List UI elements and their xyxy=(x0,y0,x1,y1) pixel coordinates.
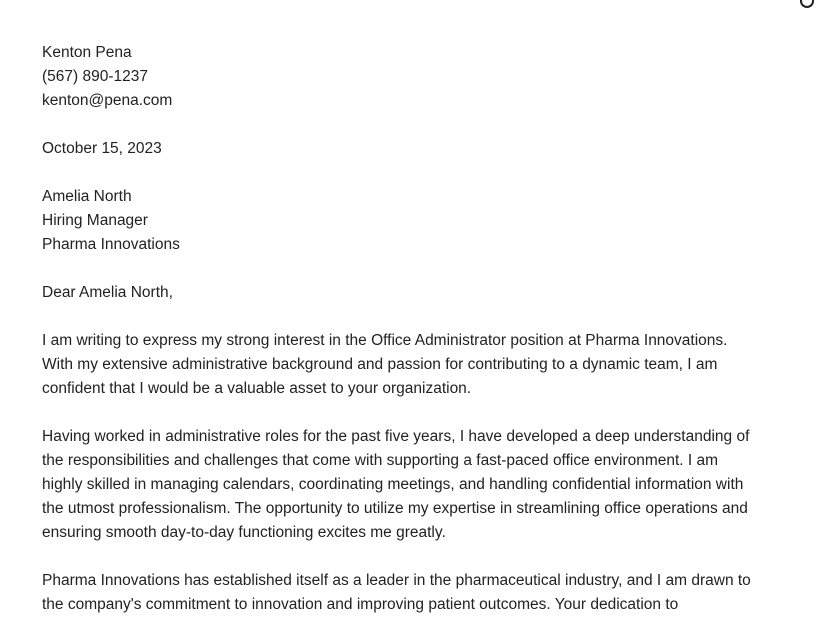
cover-letter xyxy=(42,41,802,617)
sender-block xyxy=(42,41,802,113)
sender-name: Kenton Pena xyxy=(42,44,132,61)
recipient-name: Amelia North xyxy=(42,188,132,205)
recipient-company: Pharma Innovations xyxy=(42,236,180,253)
body-paragraph-3 xyxy=(42,569,802,617)
paragraph-line: the company's commitment to innovation and improving patient outcomes. Your dedication to xyxy=(42,596,679,613)
paragraph-line: Pharma Innovations has established itself as a leader in the pharmaceutical industry, and I am drawn to xyxy=(42,572,751,589)
recipient-block xyxy=(42,185,802,257)
paragraph-line: confident that I would be a valuable asset to your organization. xyxy=(42,380,472,397)
sender-phone: (567) 890-1237 xyxy=(42,68,148,85)
sender-email: kenton@pena.com xyxy=(42,92,173,109)
paragraph-line: ensuring smooth day-to-day functioning excites me greatly. xyxy=(42,524,446,541)
salutation: Dear Amelia North, xyxy=(42,284,173,301)
partial-glyph-icon xyxy=(800,0,814,8)
paragraph-line: I am writing to express my strong interest in the Office Administrator position at Pharma Innovations. xyxy=(42,332,728,349)
paragraph-line: the responsibilities and challenges that come with supporting a fast-paced office environment. I am xyxy=(42,452,719,469)
paragraph-line: the utmost professionalism. The opportunity to utilize my expertise in streamlining office operations and xyxy=(42,500,748,517)
letter-date: October 15, 2023 xyxy=(42,140,162,157)
paragraph-line: With my extensive administrative background and passion for contributing to a dynamic team, I am xyxy=(42,356,718,373)
paragraph-line: highly skilled in managing calendars, coordinating meetings, and handling confidential information with xyxy=(42,476,744,493)
paragraph-line: Having worked in administrative roles for the past five years, I have developed a deep understanding of xyxy=(42,428,750,445)
recipient-title: Hiring Manager xyxy=(42,212,148,229)
body-paragraph-2 xyxy=(42,425,802,545)
body-paragraph-1 xyxy=(42,329,802,401)
